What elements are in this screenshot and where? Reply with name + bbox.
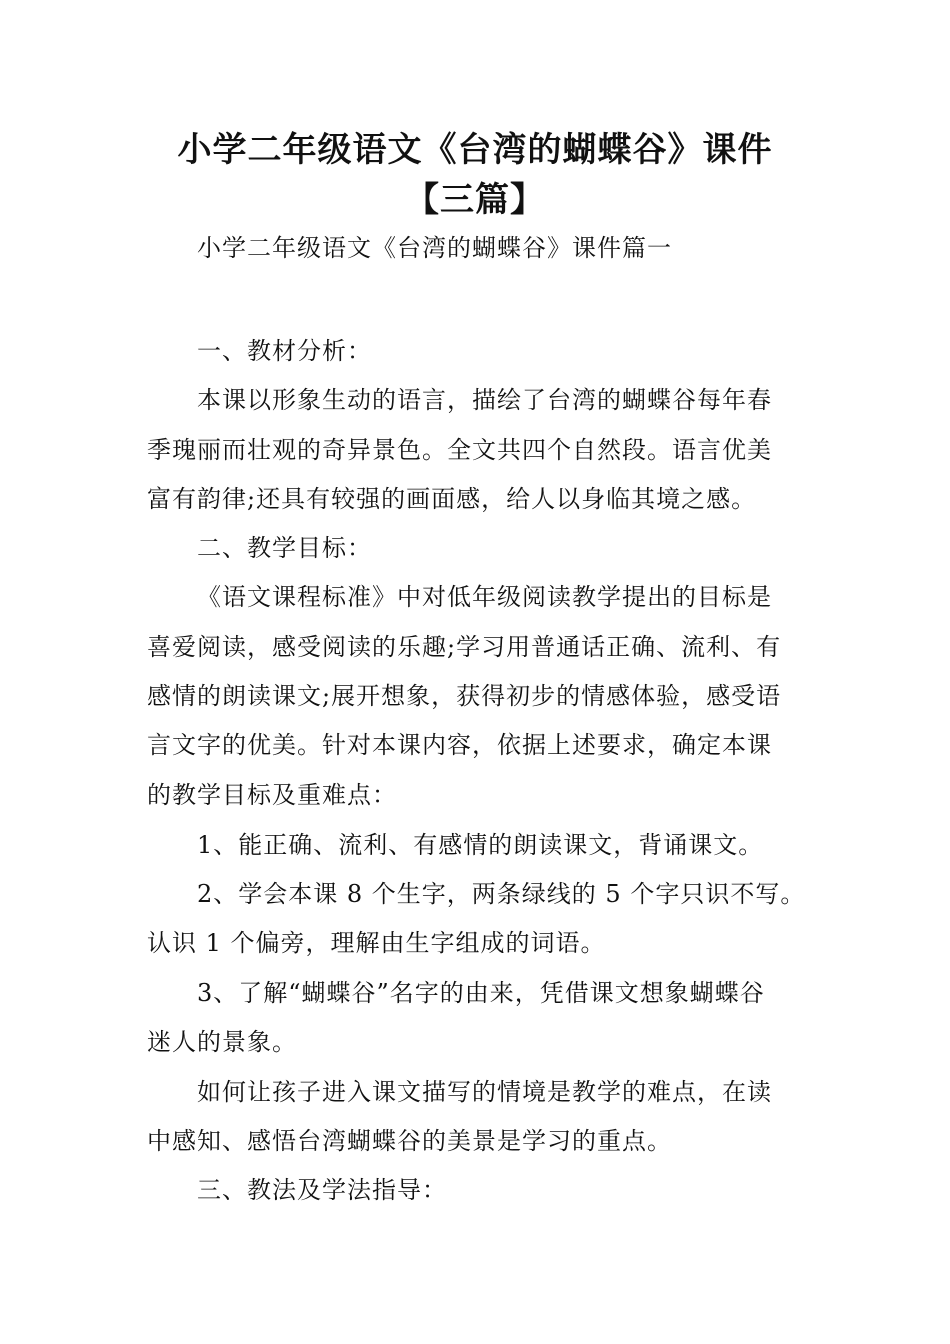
goal-item-2: 2、学会本课 8 个生字，两条绿线的 5 个字只识不写。 <box>197 880 806 908</box>
paragraph-line: 感情的朗读课文;展开想象，获得初步的情感体验，感受语 <box>147 682 782 710</box>
paragraph-line: 富有韵律;还具有较强的画面感，给人以身临其境之感。 <box>147 485 757 513</box>
paragraph-line: 的教学目标及重难点： <box>147 781 397 809</box>
section-subtitle: 小学二年级语文《台湾的蝴蝶谷》课件篇一 <box>197 234 672 262</box>
paragraph-line: 言文字的优美。针对本课内容，依据上述要求，确定本课 <box>147 731 772 759</box>
paragraph-line: 本课以形象生动的语言，描绘了台湾的蝴蝶谷每年春 <box>197 386 772 414</box>
goal-item-3: 3、了解“蝴蝶谷”名字的由来，凭借课文想象蝴蝶谷 <box>197 979 765 1007</box>
goal-item-1: 1、能正确、流利、有感情的朗读课文，背诵课文。 <box>197 831 764 859</box>
paragraph-line: 喜爱阅读，感受阅读的乐趣;学习用普通话正确、流利、有 <box>147 633 782 661</box>
goal-item-2-continued: 认识 1 个偏旁，理解由生字组成的词语。 <box>147 929 606 957</box>
paragraph-line: 如何让孩子进入课文描写的情境是教学的难点，在读 <box>197 1078 772 1106</box>
heading-teaching-goals: 二、教学目标： <box>197 534 372 562</box>
document-title-line-2: 【三篇】 <box>405 180 545 220</box>
document-title-line-1: 小学二年级语文《台湾的蝴蝶谷》课件 <box>177 130 773 170</box>
heading-teaching-methods: 三、教法及学法指导： <box>197 1176 447 1204</box>
paragraph-line: 季瑰丽而壮观的奇异景色。全文共四个自然段。语言优美 <box>147 436 772 464</box>
heading-materials-analysis: 一、教材分析： <box>197 337 372 365</box>
goal-item-3-continued: 迷人的景象。 <box>147 1028 297 1056</box>
paragraph-line: 《语文课程标准》中对低年级阅读教学提出的目标是 <box>197 583 772 611</box>
paragraph-line: 中感知、感悟台湾蝴蝶谷的美景是学习的重点。 <box>147 1127 672 1155</box>
